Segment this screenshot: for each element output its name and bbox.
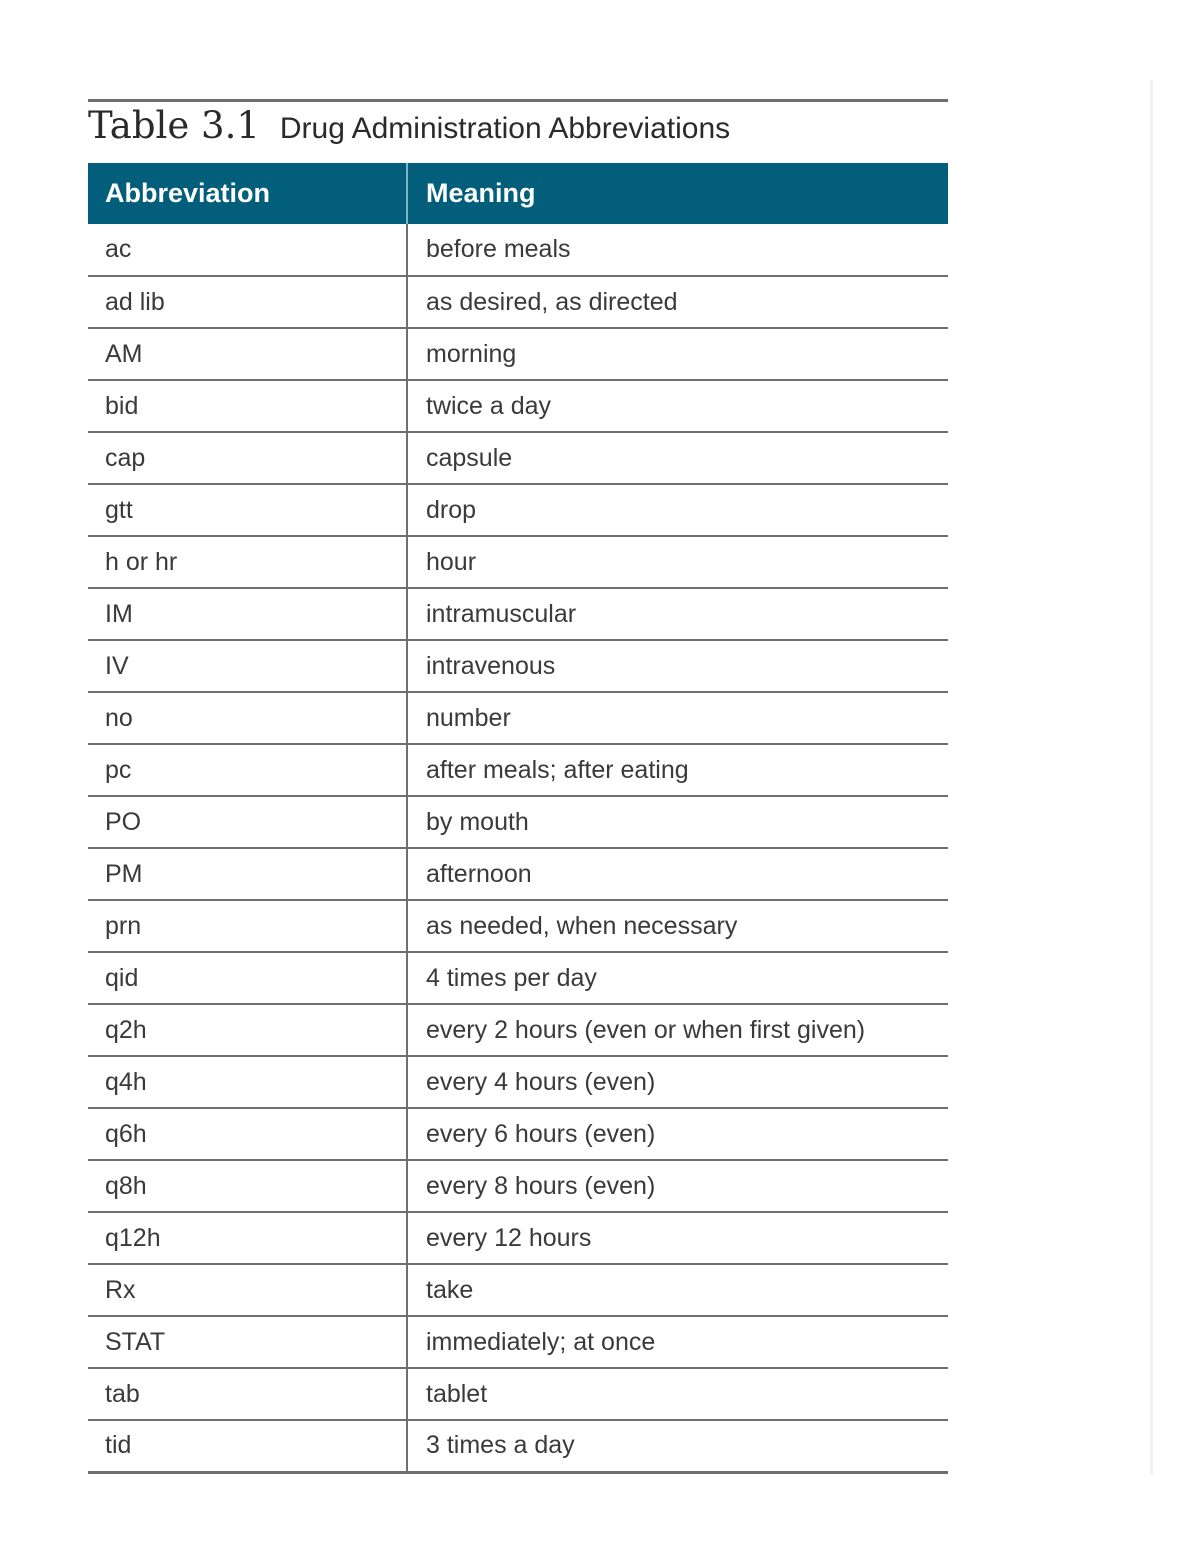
meaning-cell: every 6 hours (even) — [407, 1108, 948, 1160]
abbreviation-cell: Rx — [88, 1264, 407, 1316]
meaning-cell: intramuscular — [407, 588, 948, 640]
table-row — [88, 1316, 948, 1368]
abbreviation-cell: no — [88, 692, 407, 744]
table-row — [88, 536, 948, 588]
table-row — [88, 1004, 948, 1056]
abbreviation-cell: bid — [88, 380, 407, 432]
meaning-cell: twice a day — [407, 380, 948, 432]
meaning-cell: tablet — [407, 1368, 948, 1420]
abbreviation-cell: q2h — [88, 1004, 407, 1056]
table-row — [88, 1420, 948, 1472]
table-row — [88, 1264, 948, 1316]
abbreviation-cell: pc — [88, 744, 407, 796]
table-row — [88, 796, 948, 848]
table-body — [88, 224, 948, 1472]
abbreviation-cell: ad lib — [88, 276, 407, 328]
table-row — [88, 432, 948, 484]
meaning-cell: hour — [407, 536, 948, 588]
abbreviation-cell: STAT — [88, 1316, 407, 1368]
abbreviation-cell: q6h — [88, 1108, 407, 1160]
meaning-cell: every 2 hours (even or when first given) — [407, 1004, 948, 1056]
abbreviation-cell: tid — [88, 1420, 407, 1472]
meaning-cell: afternoon — [407, 848, 948, 900]
abbreviation-cell: q12h — [88, 1212, 407, 1264]
abbreviation-cell: qid — [88, 952, 407, 1004]
page-edge-divider — [1150, 80, 1153, 1475]
meaning-cell: take — [407, 1264, 948, 1316]
table-row — [88, 744, 948, 796]
column-header-abbreviation: Abbreviation — [88, 163, 407, 224]
table-row — [88, 328, 948, 380]
abbreviation-cell: tab — [88, 1368, 407, 1420]
table-row — [88, 952, 948, 1004]
meaning-cell: by mouth — [407, 796, 948, 848]
meaning-cell: capsule — [407, 432, 948, 484]
meaning-cell: as needed, when necessary — [407, 900, 948, 952]
meaning-cell: as desired, as directed — [407, 276, 948, 328]
abbreviation-cell: q8h — [88, 1160, 407, 1212]
abbreviation-cell: ac — [88, 224, 407, 276]
table-row — [88, 1056, 948, 1108]
meaning-cell: every 4 hours (even) — [407, 1056, 948, 1108]
table-number: Table 3.1 — [88, 104, 260, 147]
table-row — [88, 640, 948, 692]
abbreviation-cell: PM — [88, 848, 407, 900]
meaning-cell: drop — [407, 484, 948, 536]
meaning-cell: every 12 hours — [407, 1212, 948, 1264]
abbreviation-cell: h or hr — [88, 536, 407, 588]
header-row — [88, 163, 948, 224]
abbreviation-cell: PO — [88, 796, 407, 848]
column-header-meaning: Meaning — [407, 163, 948, 224]
abbreviation-cell: q4h — [88, 1056, 407, 1108]
table-row — [88, 588, 948, 640]
meaning-cell: number — [407, 692, 948, 744]
table-title — [88, 104, 730, 154]
table-row — [88, 848, 948, 900]
table-row — [88, 692, 948, 744]
meaning-cell: every 8 hours (even) — [407, 1160, 948, 1212]
table-row — [88, 380, 948, 432]
meaning-cell: 4 times per day — [407, 952, 948, 1004]
meaning-cell: before meals — [407, 224, 948, 276]
table-row — [88, 1108, 948, 1160]
meaning-cell: immediately; at once — [407, 1316, 948, 1368]
table-row — [88, 276, 948, 328]
meaning-cell: morning — [407, 328, 948, 380]
meaning-cell: intravenous — [407, 640, 948, 692]
table-row — [88, 900, 948, 952]
abbreviation-cell: cap — [88, 432, 407, 484]
abbreviation-cell: IV — [88, 640, 407, 692]
meaning-cell: after meals; after eating — [407, 744, 948, 796]
abbreviation-cell: gtt — [88, 484, 407, 536]
table-row — [88, 1368, 948, 1420]
abbreviation-cell: prn — [88, 900, 407, 952]
table-row — [88, 1212, 948, 1264]
table-caption: Drug Administration Abbreviations — [279, 112, 731, 145]
title-rule — [88, 99, 948, 102]
abbreviations-table — [88, 163, 948, 1474]
meaning-cell: 3 times a day — [407, 1420, 948, 1472]
abbreviation-cell: AM — [88, 328, 407, 380]
abbreviation-cell: IM — [88, 588, 407, 640]
table-row — [88, 484, 948, 536]
table-row — [88, 1160, 948, 1212]
table-row — [88, 224, 948, 276]
